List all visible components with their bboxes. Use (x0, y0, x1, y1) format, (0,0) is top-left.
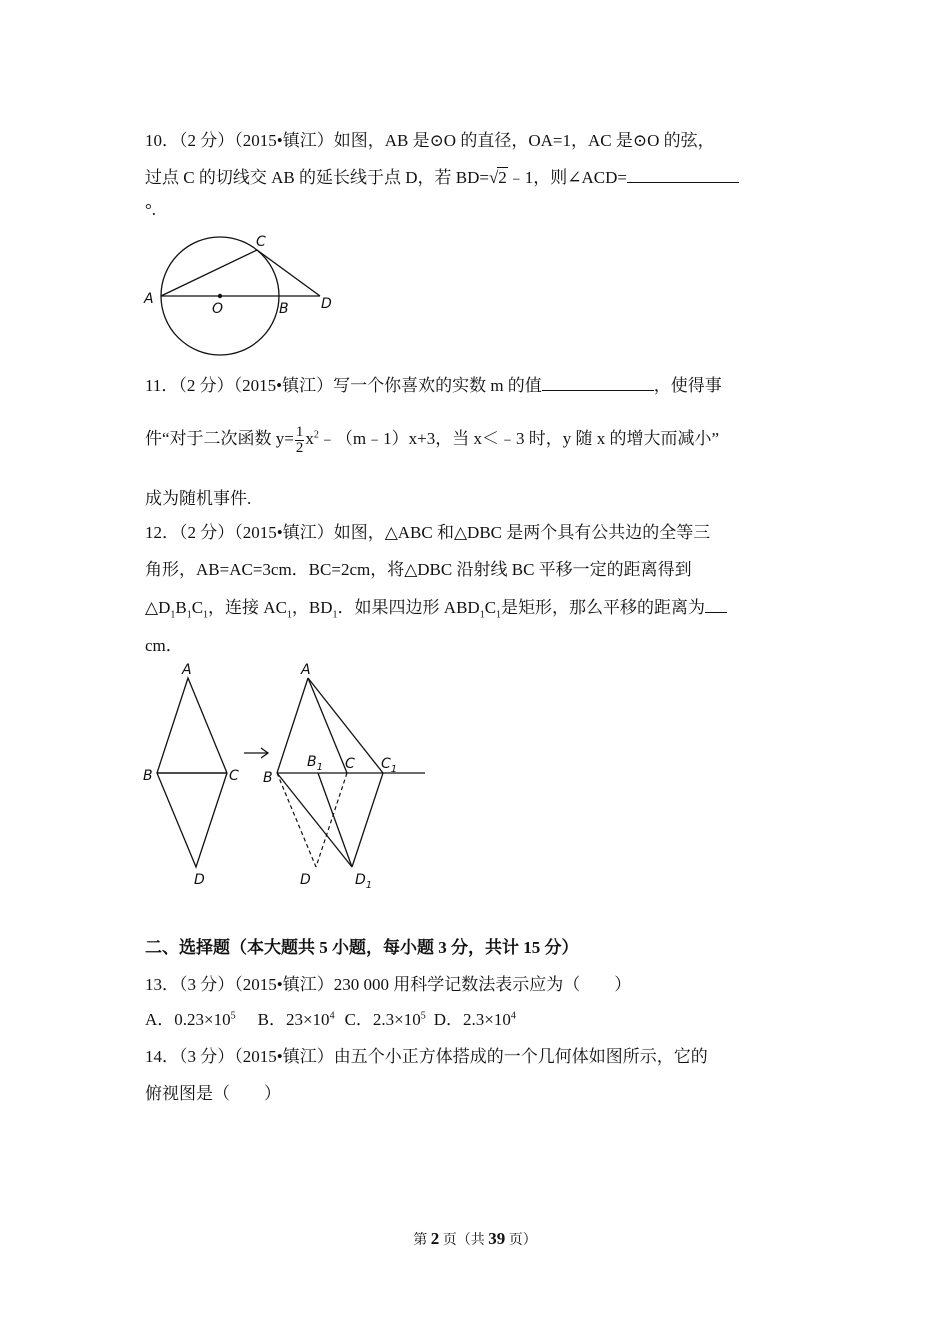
option-a: A．$0.23\times 10^5$ (145, 1010, 236, 1029)
label-c: C (256, 234, 266, 250)
q13-line1: 13．（3 分）（2015•镇江）230 000 用科学记数法表示应为（ ） (145, 975, 632, 994)
label-b: B (143, 768, 153, 784)
q12-line1: 12．（2 分）（2015•镇江）如图，△ABC 和△DBC 是两个具有公共边的全等三 (145, 523, 711, 542)
tangent-cd (257, 250, 320, 296)
label-d: D (194, 872, 205, 888)
q13-options (145, 1005, 516, 1030)
sqrt-symbol: √ (488, 168, 499, 187)
center-dot (218, 294, 222, 298)
answer-blank (627, 168, 739, 183)
option-c: C．$2.3\times 10^5$ (344, 1010, 426, 1029)
q11-line1: 11．（2 分）（2015•镇江）写一个你喜欢的实数 m 的值 ，使得事 (145, 376, 722, 395)
label-b2: B (263, 770, 273, 786)
label-a2: A (301, 662, 311, 678)
q10-line1: 10．（2 分）（2015•镇江）如图，AB 是⊙O 的直径，OA=1，AC 是⊙O 的弦， (145, 131, 715, 150)
label-c1: $C_1$ (381, 756, 398, 775)
segment-bd1 (277, 773, 352, 867)
label-c2: C (345, 756, 355, 772)
answer-blank (705, 598, 727, 613)
label-c: C (229, 768, 239, 784)
dashed-cd (316, 773, 347, 867)
q10-line3: °. (145, 200, 157, 219)
label-d: D (321, 296, 332, 312)
q10-figure (140, 228, 350, 363)
sqrt-radicand: 2 (498, 168, 507, 187)
label-o: O (212, 301, 224, 317)
segment-c1d1 (352, 773, 383, 867)
label-d1: $D_1$ (355, 872, 373, 891)
label-d2: D (300, 872, 311, 888)
segment-ab (277, 678, 308, 773)
q14-line1: 14．（3 分）（2015•镇江）由五个小正方体搭成的一个几何体如图所示，它的 (145, 1047, 708, 1066)
dashed-bd (277, 773, 316, 867)
option-d: D．$2.3\times 10^4$ (433, 1010, 516, 1029)
answer-blank (542, 376, 654, 391)
q11-line2: 件“对于二次函数 y= $\frac{1}{2}$ $x^2﹣(m﹣1)x+3$，当 x＜﹣3 时，y 随 x 的增大而减小” (145, 423, 719, 456)
option-b: B．$23\times 10^4$ (257, 1010, 335, 1029)
q12-line2: 角形，AB=AC=3cm．BC=2cm，将△DBC 沿射线 BC 平移一定的距离得到 (145, 560, 692, 579)
q11-line3: 成为随机事件. (145, 489, 252, 508)
q10-line2: 过点 C 的切线交 AB 的延长线于点 D，若 BD=√2﹣1，则∠ACD= (145, 163, 739, 188)
q12-line4: cm． (145, 636, 183, 655)
section-heading: 二、选择题（本大题共 5 小题，每小题 3 分，共计 15 分） (145, 938, 579, 957)
fraction-one-half: $\frac{1}{2}$ (295, 423, 304, 456)
label-a: A (144, 291, 154, 307)
q12-line3: $\triangle D_1B_1C_1$，连接 $AC_1$，$BD_1$．如果四边形 $ABD_1C_1$是矩形，那么平移的距离为 (145, 593, 727, 620)
page-footer: 第 2 页（共 39 页） (413, 1229, 537, 1248)
label-b1: $B_1$ (307, 754, 323, 773)
label-a: A (182, 662, 192, 678)
label-b: B (279, 301, 289, 317)
q12-figure (140, 660, 430, 892)
q14-line2: 俯视图是（ ） (145, 1084, 281, 1103)
segment-b1d1 (318, 773, 352, 867)
